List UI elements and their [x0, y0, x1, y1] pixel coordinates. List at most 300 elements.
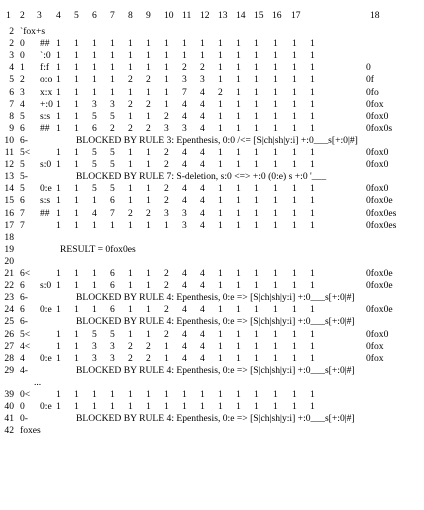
state-cell: 1 [56, 328, 61, 340]
state-cell: 4 [200, 98, 205, 110]
state-cell: 4 [200, 159, 205, 171]
state-cell: 1 [92, 195, 97, 207]
state-cell: 1 [128, 50, 133, 62]
state-label: 6< [20, 268, 31, 279]
line-number: 5 [9, 74, 14, 86]
state-cell: 1 [273, 122, 278, 134]
line-number: 40 [4, 401, 14, 413]
state-cell: 1 [218, 122, 223, 134]
state-label: `fox+s [20, 26, 46, 37]
line-number: 4 [9, 62, 14, 74]
state-cell: 4 [182, 98, 187, 110]
column-header: 10 [164, 10, 174, 21]
state-cell: 2 [128, 98, 133, 110]
line-number: 16 [4, 207, 14, 219]
state-cell: 1 [310, 50, 315, 62]
state-label: 1 [20, 62, 25, 74]
trace-line [0, 123, 424, 135]
state-cell: 1 [56, 389, 61, 400]
line-number: 22 [4, 280, 14, 292]
state-cell: 1 [218, 147, 223, 158]
state-cell: 1 [292, 50, 297, 62]
output-string: 0fox0 [366, 328, 389, 340]
state-cell: 4 [200, 352, 205, 364]
state-cell: 1 [236, 401, 241, 413]
output-string: 0fox [366, 352, 384, 364]
state-cell: 1 [254, 328, 259, 340]
blocked-message: BLOCKED BY RULE 4: Epenthesis, 0:e => [S|ch|sh|y:i] +:0___s[+:0|#] [76, 292, 355, 304]
state-cell: 1 [128, 110, 133, 122]
state-cell: 1 [310, 207, 315, 219]
symbol-pair: +:0 [40, 98, 53, 110]
state-cell: 1 [146, 268, 151, 279]
state-cell: 1 [92, 62, 97, 74]
state-cell: 1 [236, 219, 241, 231]
trace-line [0, 147, 424, 159]
state-cell: 1 [236, 86, 241, 98]
state-cell: 1 [74, 86, 79, 98]
state-cell: 1 [254, 304, 259, 316]
state-cell: 3 [110, 352, 115, 364]
trace-line [0, 171, 424, 183]
state-cell: 1 [128, 195, 133, 207]
output-string: 0fox0e [366, 304, 393, 316]
state-cell: 1 [254, 219, 259, 231]
output-string: 0fox0 [366, 110, 389, 122]
column-header: 4 [56, 10, 61, 21]
state-cell: 1 [273, 62, 278, 74]
blocked-message: BLOCKED BY RULE 4: Epenthesis, 0:e => [S|ch|sh|y:i] +:0___s[+:0|#] [76, 364, 355, 376]
state-cell: 1 [310, 340, 315, 352]
state-cell: 5 [92, 110, 97, 122]
state-cell: 1 [254, 195, 259, 207]
state-cell: 1 [74, 122, 79, 134]
state-cell: 2 [146, 207, 151, 219]
state-cell: 6 [110, 195, 115, 207]
state-cell: 1 [273, 304, 278, 316]
state-label: 5 [20, 110, 25, 122]
state-label: 2 [20, 74, 25, 86]
state-cell: 1 [146, 86, 151, 98]
column-header: 6 [92, 10, 97, 21]
state-label: 0 [20, 38, 25, 50]
state-cell: 1 [218, 159, 223, 171]
state-cell: 1 [236, 340, 241, 352]
symbol-pair: s:s [40, 195, 51, 207]
output-string: 0f [366, 74, 374, 86]
state-cell: 5 [92, 183, 97, 195]
line-number: 26 [4, 328, 14, 340]
state-cell: 4 [200, 304, 205, 316]
state-cell: 1 [74, 110, 79, 122]
state-cell: 1 [128, 62, 133, 74]
symbol-pair: 0:e [40, 304, 52, 316]
state-cell: 1 [56, 207, 61, 219]
state-cell: 1 [110, 401, 115, 413]
state-cell: 3 [182, 74, 187, 86]
state-cell: 3 [200, 74, 205, 86]
state-cell: 1 [74, 268, 79, 279]
symbol-pair: ## [40, 207, 50, 219]
state-cell: 1 [164, 340, 169, 352]
state-cell: 1 [74, 328, 79, 340]
state-cell: 1 [310, 74, 315, 86]
ellipsis: ... [34, 376, 42, 388]
blocked-message: BLOCKED BY RULE 3: Epenthesis, 0:0 /<= [S|ch|sh|y:i] +:0___s[+:0|#] [76, 134, 358, 146]
state-cell: 1 [92, 38, 97, 50]
state-cell: 1 [218, 62, 223, 74]
line-number: 12 [4, 159, 14, 171]
state-cell: 1 [56, 352, 61, 364]
state-cell: 1 [56, 401, 61, 413]
state-cell: 3 [182, 219, 187, 231]
state-cell: 1 [254, 62, 259, 74]
line-number: 9 [9, 122, 14, 134]
state-cell: 1 [200, 50, 205, 62]
state-cell: 3 [92, 340, 97, 352]
state-cell: 1 [236, 74, 241, 86]
state-cell: 5 [110, 147, 115, 158]
state-cell: 1 [292, 98, 297, 110]
state-cell: 2 [164, 183, 169, 195]
state-cell: 3 [164, 122, 169, 134]
output-string: 0fox0 [366, 159, 389, 171]
column-header: 8 [128, 10, 133, 21]
trace-line [0, 401, 424, 413]
line-number: 11 [4, 147, 14, 158]
column-header: 16 [272, 10, 282, 21]
trace-line [0, 413, 424, 425]
trace-line [0, 304, 424, 316]
state-cell: 2 [164, 195, 169, 207]
column-header-row [0, 10, 424, 22]
state-label: 6 [20, 122, 25, 134]
state-cell: 1 [292, 159, 297, 171]
state-cell: 1 [164, 50, 169, 62]
state-cell: 1 [273, 110, 278, 122]
state-cell: 4 [182, 304, 187, 316]
state-cell: 1 [218, 207, 223, 219]
state-cell: 1 [310, 122, 315, 134]
state-cell: 1 [164, 389, 169, 400]
state-cell: 5 [110, 183, 115, 195]
state-cell: 1 [92, 268, 97, 279]
state-cell: 4 [182, 328, 187, 340]
state-cell: 1 [56, 50, 61, 62]
symbol-pair: ## [40, 122, 50, 134]
state-cell: 1 [56, 98, 61, 110]
blocked-message: BLOCKED BY RULE 7: S-deletion, s:0 <=> +:0 (0:e) s +:0 '___ [76, 171, 327, 183]
trace-line [0, 195, 424, 207]
state-cell: 1 [254, 352, 259, 364]
state-cell: 1 [218, 74, 223, 86]
state-cell: 1 [236, 207, 241, 219]
state-cell: 1 [310, 98, 315, 110]
state-cell: 5 [92, 147, 97, 158]
output-string: 0fox0es [366, 207, 397, 219]
state-cell: 5 [110, 328, 115, 340]
state-cell: 1 [273, 401, 278, 413]
state-cell: 1 [236, 352, 241, 364]
state-cell: 1 [254, 50, 259, 62]
state-cell: 2 [164, 304, 169, 316]
symbol-pair: ## [40, 38, 50, 50]
state-label: 0 [20, 401, 25, 413]
state-cell: 2 [164, 110, 169, 122]
state-cell: 2 [128, 352, 133, 364]
state-cell: 1 [254, 74, 259, 86]
state-cell: 1 [128, 219, 133, 231]
state-cell: 1 [273, 219, 278, 231]
state-label: 0 [20, 50, 25, 62]
state-cell: 1 [146, 304, 151, 316]
symbol-pair: `:0 [40, 50, 51, 62]
state-cell: 1 [56, 110, 61, 122]
column-header: 9 [146, 10, 151, 21]
symbol-pair: s:s [40, 110, 51, 122]
state-label: 6 [20, 280, 25, 292]
state-cell: 2 [128, 340, 133, 352]
state-cell: 2 [164, 328, 169, 340]
state-cell: 7 [110, 207, 115, 219]
state-cell: 1 [74, 50, 79, 62]
line-number: 19 [4, 243, 14, 255]
state-cell: 2 [164, 268, 169, 279]
state-cell: 1 [56, 38, 61, 50]
state-cell: 1 [273, 50, 278, 62]
state-cell: 1 [218, 219, 223, 231]
state-cell: 1 [254, 110, 259, 122]
state-cell: 1 [92, 219, 97, 231]
line-number: 25 [4, 316, 14, 328]
state-cell: 1 [254, 147, 259, 158]
state-cell: 1 [56, 147, 61, 158]
line-number: 2 [9, 38, 14, 50]
state-cell: 1 [128, 183, 133, 195]
state-label: 4 [20, 352, 25, 364]
state-cell: 1 [146, 219, 151, 231]
state-cell: 6 [110, 304, 115, 316]
trace-line [0, 232, 424, 244]
line-number: 3 [9, 50, 14, 62]
state-cell: 6 [92, 122, 97, 134]
state-cell: 1 [310, 159, 315, 171]
state-cell: 1 [236, 50, 241, 62]
state-cell: 1 [146, 183, 151, 195]
state-cell: 1 [292, 340, 297, 352]
trace-line [0, 50, 424, 62]
state-cell: 1 [110, 389, 115, 400]
trace-line [0, 111, 424, 123]
state-cell: 4 [200, 207, 205, 219]
state-cell: 1 [200, 389, 205, 400]
trace-line [0, 74, 424, 86]
state-cell: 1 [254, 38, 259, 50]
line-number: 7 [9, 98, 14, 110]
state-cell: 1 [292, 183, 297, 195]
output-string: 0fox0s [366, 122, 393, 134]
state-cell: 1 [218, 352, 223, 364]
state-cell: 1 [146, 147, 151, 158]
state-cell: 1 [56, 280, 61, 292]
state-cell: 1 [182, 389, 187, 400]
state-label: 5< [20, 147, 31, 158]
state-cell: 1 [56, 304, 61, 316]
blocked-message: BLOCKED BY RULE 4: Epenthesis, 0:e => [S|ch|sh|y:i] +:0___s[+:0|#] [76, 413, 355, 425]
state-cell: 1 [292, 122, 297, 134]
state-cell: 1 [146, 38, 151, 50]
column-header: 11 [182, 10, 192, 21]
state-cell: 1 [146, 280, 151, 292]
state-cell: 1 [236, 62, 241, 74]
trace-line [0, 159, 424, 171]
trace-line [0, 256, 424, 268]
state-cell: 1 [56, 195, 61, 207]
state-cell: 2 [146, 98, 151, 110]
state-cell: 1 [56, 340, 61, 352]
column-header: 18 [370, 10, 380, 21]
state-cell: 1 [218, 183, 223, 195]
state-cell: 1 [74, 38, 79, 50]
state-cell: 1 [310, 304, 315, 316]
state-cell: 1 [292, 110, 297, 122]
state-cell: 1 [310, 280, 315, 292]
state-cell: 4 [200, 328, 205, 340]
state-label: 6 [20, 304, 25, 316]
state-cell: 1 [146, 328, 151, 340]
line-number: 27 [4, 340, 14, 352]
state-cell: 1 [56, 219, 61, 231]
state-cell: 5 [110, 159, 115, 171]
state-cell: 1 [164, 401, 169, 413]
state-cell: 1 [146, 50, 151, 62]
line-number: 23 [4, 292, 14, 304]
output-string: 0fox0 [366, 147, 389, 158]
state-cell: 1 [310, 352, 315, 364]
state-cell: 5 [92, 159, 97, 171]
output-string: 0 [366, 62, 371, 74]
state-cell: 1 [236, 98, 241, 110]
state-label: 6- [20, 292, 28, 304]
state-cell: 1 [146, 195, 151, 207]
state-cell: 2 [128, 207, 133, 219]
state-cell: 1 [128, 328, 133, 340]
state-cell: 3 [182, 122, 187, 134]
state-cell: 1 [310, 389, 315, 400]
state-cell: 1 [254, 122, 259, 134]
line-number: 18 [4, 231, 14, 243]
state-cell: 1 [236, 122, 241, 134]
state-cell: 1 [128, 86, 133, 98]
state-cell: 1 [164, 74, 169, 86]
state-cell: 1 [310, 219, 315, 231]
trace-line [0, 341, 424, 353]
state-cell: 4 [200, 86, 205, 98]
line-number: 8 [9, 110, 14, 122]
state-cell: 1 [74, 147, 79, 158]
state-cell: 2 [164, 159, 169, 171]
line-number: 13 [4, 171, 14, 183]
trace-line [0, 99, 424, 111]
state-cell: 1 [254, 86, 259, 98]
state-cell: 2 [146, 74, 151, 86]
state-cell: 1 [128, 38, 133, 50]
state-cell: 1 [164, 38, 169, 50]
output-string: 0fox0e [366, 280, 393, 292]
state-cell: 1 [74, 74, 79, 86]
state-cell: 1 [273, 328, 278, 340]
state-cell: 1 [56, 62, 61, 74]
output-string: 0fox [366, 340, 384, 352]
state-cell: 1 [254, 389, 259, 400]
line-number: 21 [4, 268, 14, 279]
state-cell: 1 [128, 147, 133, 158]
state-cell: 1 [110, 86, 115, 98]
state-cell: 4 [200, 340, 205, 352]
state-cell: 1 [292, 38, 297, 50]
state-cell: 1 [200, 401, 205, 413]
trace-line [0, 135, 424, 147]
state-cell: 1 [254, 280, 259, 292]
state-cell: 1 [92, 389, 97, 400]
state-cell: 1 [292, 195, 297, 207]
symbol-pair: o:o [40, 74, 53, 86]
state-cell: 2 [146, 122, 151, 134]
state-cell: 1 [310, 183, 315, 195]
output-string: 0fox [366, 98, 384, 110]
trace-line [0, 208, 424, 220]
trace-line [0, 87, 424, 99]
state-cell: 1 [74, 352, 79, 364]
state-cell: 1 [292, 328, 297, 340]
state-cell: 1 [74, 219, 79, 231]
state-cell: 4 [182, 159, 187, 171]
state-cell: 1 [273, 195, 278, 207]
state-cell: 1 [218, 195, 223, 207]
state-cell: 1 [236, 268, 241, 279]
state-cell: 1 [218, 110, 223, 122]
line-number: 20 [4, 255, 14, 267]
state-cell: 1 [182, 50, 187, 62]
state-cell: 1 [254, 268, 259, 279]
result-line: RESULT = 0fox0es [60, 243, 136, 255]
state-cell: 1 [218, 50, 223, 62]
state-cell: 1 [292, 219, 297, 231]
state-cell: 1 [254, 159, 259, 171]
state-cell: 1 [218, 389, 223, 400]
state-cell: 1 [310, 62, 315, 74]
state-cell: 1 [236, 159, 241, 171]
state-cell: 1 [146, 110, 151, 122]
state-cell: 3 [110, 98, 115, 110]
state-cell: 1 [236, 280, 241, 292]
line-number: 42 [4, 425, 14, 437]
state-cell: 1 [74, 304, 79, 316]
trace-line [0, 183, 424, 195]
state-cell: 1 [236, 389, 241, 400]
line-number: 39 [4, 389, 14, 400]
state-cell: 4 [182, 147, 187, 158]
state-cell: 1 [128, 401, 133, 413]
state-cell: 1 [74, 98, 79, 110]
state-cell: 1 [200, 38, 205, 50]
state-label: 5 [20, 183, 25, 195]
output-string: 0fo [366, 86, 379, 98]
state-cell: 1 [218, 401, 223, 413]
state-cell: 1 [218, 38, 223, 50]
state-cell: 1 [310, 268, 315, 279]
state-cell: 7 [182, 86, 187, 98]
